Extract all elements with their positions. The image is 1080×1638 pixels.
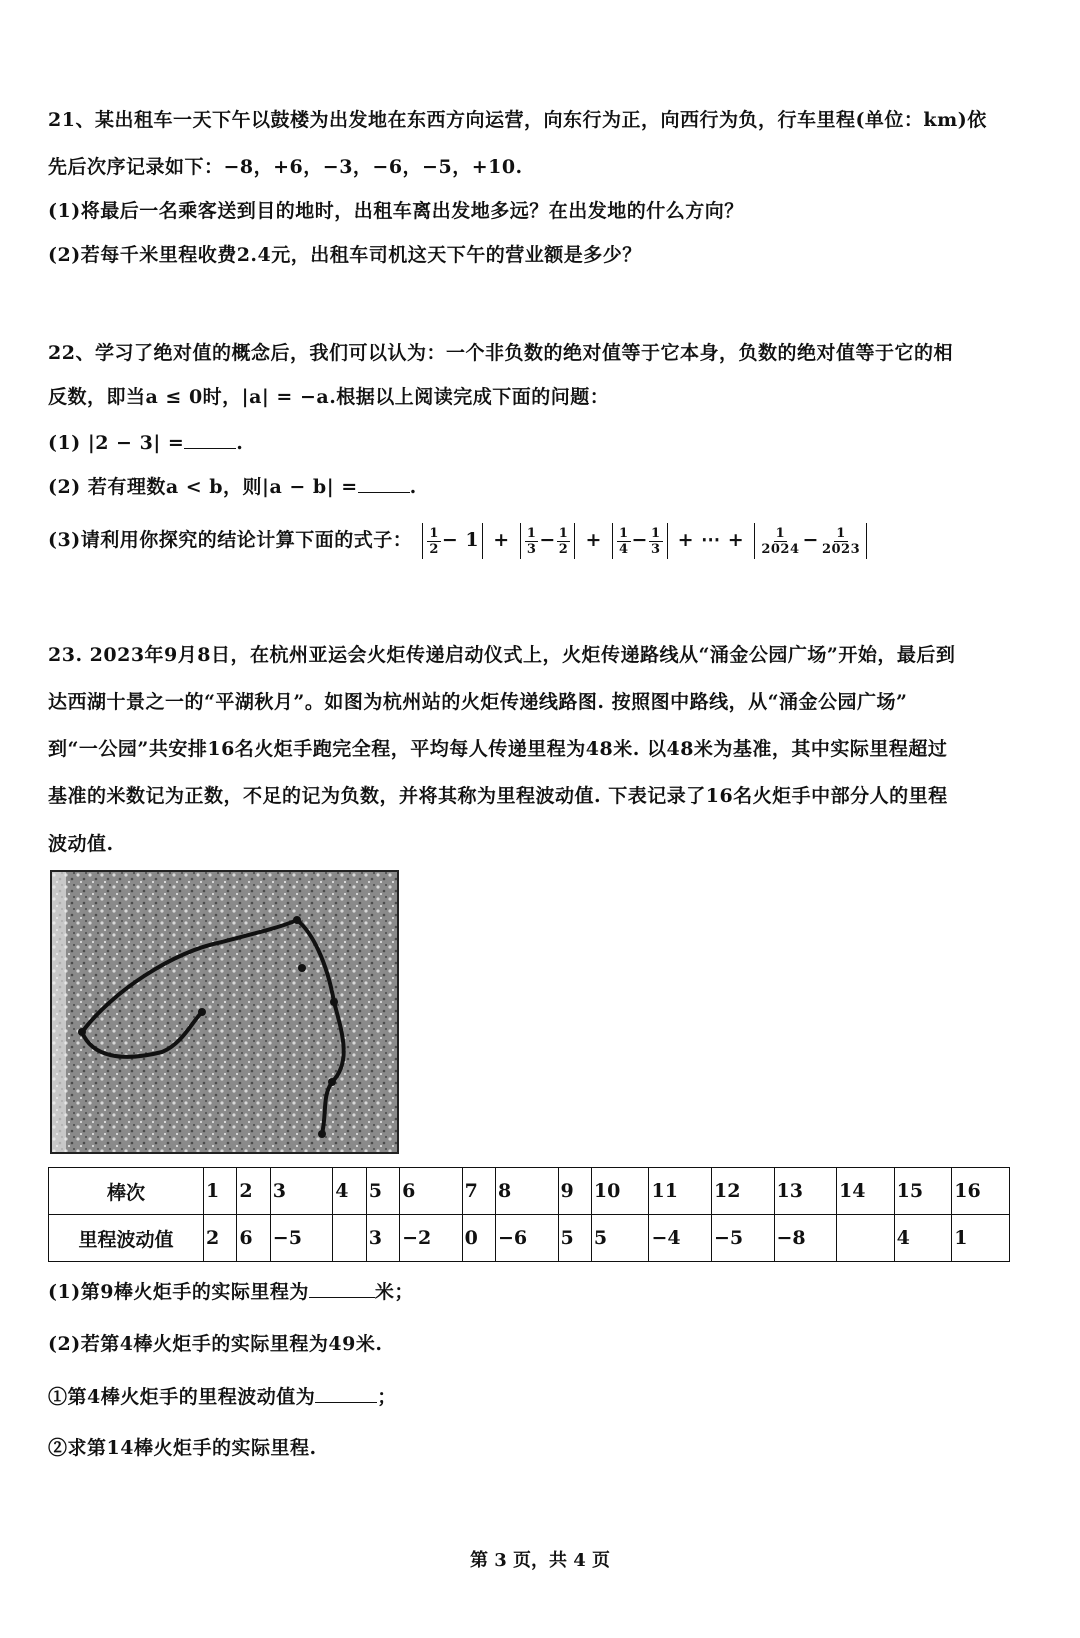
q23-part1 bbox=[48, 1277, 414, 1306]
q23-part2: (2)若第4棒火炬手的实际里程为49米. bbox=[48, 1333, 383, 1355]
q22-part2-end: . bbox=[409, 476, 417, 498]
table-cell-leg-number: 11 bbox=[649, 1168, 712, 1215]
table-cell-leg-number: 15 bbox=[894, 1168, 952, 1215]
answer-blank[interactable] bbox=[184, 428, 236, 449]
table-cell-fluctuation: −5 bbox=[270, 1215, 333, 1262]
table-cell-fluctuation bbox=[333, 1215, 366, 1262]
table-cell-leg-number: 1 bbox=[204, 1168, 237, 1215]
table-cell-fluctuation: −5 bbox=[712, 1215, 775, 1262]
q23-line1: 23. 2023年9月8日，在杭州亚运会火炬传递启动仪式上，火炬传递路线从“涌金公园广场”开始，最后到 bbox=[48, 644, 956, 666]
q22-line2: 反数，即当a ≤ 0时，|a| = −a.根据以上阅读完成下面的问题： bbox=[48, 386, 610, 408]
table-cell-fluctuation: 2 bbox=[204, 1215, 237, 1262]
answer-blank[interactable] bbox=[315, 1382, 377, 1403]
torch-route-map bbox=[50, 870, 399, 1154]
q22-part1-end: . bbox=[236, 432, 244, 454]
q21-line1: 21、某出租车一天下午以鼓楼为出发地在东西方向运营，向东行为正，向西行为负，行车里程(单位：km)依 bbox=[48, 109, 987, 131]
table-cell-leg-number: 2 bbox=[237, 1168, 270, 1215]
q22-part2 bbox=[48, 472, 417, 501]
q23-line2: 达西湖十景之一的“平湖秋月”。如图为杭州站的火炬传递线路图. 按照图中路线，从“涌金公园广场” bbox=[48, 691, 908, 713]
table-cell-fluctuation bbox=[837, 1215, 895, 1262]
table-cell-leg-number: 6 bbox=[400, 1168, 463, 1215]
table-cell-leg-number: 9 bbox=[558, 1168, 591, 1215]
abs-expression: $\frac{1}{2}$ − 1 + $\frac{1}{3}$ − $\frac{1}{2}$ + $\frac{1}{4}$ − $\frac{1}{3}$ + ⋯ + $\frac{1}{2024}$ − $\frac{1}{2023}$ bbox=[419, 529, 870, 551]
table-cell-leg-number: 14 bbox=[837, 1168, 895, 1215]
row-header: 里程波动值 bbox=[49, 1215, 204, 1262]
q23-line3: 到“一公园”共安排16名火炬手跑完全程，平均每人传递里程为48米. 以48米为基准，其中实际里程超过 bbox=[48, 738, 948, 760]
answer-blank[interactable] bbox=[309, 1277, 375, 1298]
table-cell-fluctuation: 4 bbox=[894, 1215, 952, 1262]
table-cell-leg-number: 7 bbox=[462, 1168, 495, 1215]
table-cell-fluctuation: 3 bbox=[366, 1215, 399, 1262]
q23-sub1 bbox=[48, 1382, 397, 1411]
q21-part2: (2)若每千米里程收费2.4元，出租车司机这天下午的营业额是多少？ bbox=[48, 244, 642, 266]
table-cell-fluctuation: 5 bbox=[591, 1215, 649, 1262]
table-cell-fluctuation: 6 bbox=[237, 1215, 270, 1262]
q22-part1 bbox=[48, 428, 243, 457]
fraction: $\frac{1}{2024}$ bbox=[761, 525, 800, 557]
q22-part1-text: (1) |2 − 3| = bbox=[48, 432, 185, 454]
table-cell-leg-number: 10 bbox=[591, 1168, 649, 1215]
table-cell-leg-number: 16 bbox=[952, 1168, 1010, 1215]
table-cell-leg-number: 8 bbox=[495, 1168, 558, 1215]
q23-sub1-text: ①第4棒火炬手的里程波动值为 bbox=[48, 1386, 316, 1408]
answer-blank[interactable] bbox=[358, 472, 410, 493]
table-cell-leg-number: 12 bbox=[712, 1168, 775, 1215]
q23-line4: 基准的米数记为正数，不足的记为负数，并将其称为里程波动值. 下表记录了16名火炬手中部分人的里程 bbox=[48, 785, 948, 807]
fraction: $\frac{1}{4}$ bbox=[619, 525, 629, 557]
fraction: $\frac{1}{2}$ bbox=[429, 525, 439, 557]
q21-part1: (1)将最后一名乘客送到目的地时，出租车离出发地多远？在出发地的什么方向？ bbox=[48, 200, 744, 222]
table-row bbox=[49, 1168, 1010, 1215]
fraction: $\frac{1}{3}$ bbox=[526, 525, 537, 557]
mileage-table bbox=[48, 1167, 1010, 1262]
fraction: $\frac{1}{2023}$ bbox=[821, 525, 861, 557]
q22-part3 bbox=[48, 520, 870, 560]
q22-part3-text: (3)请利用你探究的结论计算下面的式子： bbox=[48, 529, 413, 551]
q22-part2-text: (2) 若有理数a < b，则|a − b| = bbox=[48, 476, 358, 498]
q22-line1: 22、学习了绝对值的概念后，我们可以认为：一个非负数的绝对值等于它本身，负数的绝对值等于它的相 bbox=[48, 342, 953, 364]
fraction: $\frac{1}{3}$ bbox=[650, 525, 661, 557]
q23-sub2: ②求第14棒火炬手的实际里程. bbox=[48, 1437, 317, 1459]
q21-line2: 先后次序记录如下：−8，+6，−3，−6，−5，+10. bbox=[48, 156, 523, 178]
q23-line5: 波动值. bbox=[48, 833, 114, 855]
table-cell-fluctuation: −2 bbox=[400, 1215, 463, 1262]
table-cell-leg-number: 4 bbox=[333, 1168, 366, 1215]
table-cell-fluctuation: 0 bbox=[462, 1215, 495, 1262]
q23-part1-text: (1)第9棒火炬手的实际里程为 bbox=[48, 1281, 309, 1303]
table-cell-leg-number: 5 bbox=[366, 1168, 399, 1215]
fraction: $\frac{1}{2}$ bbox=[558, 525, 569, 557]
table-cell-fluctuation: −6 bbox=[495, 1215, 558, 1262]
table-cell-leg-number: 3 bbox=[270, 1168, 333, 1215]
q23-sub1-end: ； bbox=[377, 1386, 397, 1408]
page-footer: 第 3 页，共 4 页 bbox=[469, 1550, 611, 1571]
table-cell-fluctuation: −8 bbox=[774, 1215, 837, 1262]
row-header: 棒次 bbox=[49, 1168, 204, 1215]
table-cell-fluctuation: 5 bbox=[558, 1215, 591, 1262]
table-cell-leg-number: 13 bbox=[774, 1168, 837, 1215]
table-row bbox=[49, 1215, 1010, 1262]
table-cell-fluctuation: 1 bbox=[952, 1215, 1010, 1262]
q23-part1-end: 米； bbox=[374, 1281, 414, 1303]
table-cell-fluctuation: −4 bbox=[649, 1215, 712, 1262]
